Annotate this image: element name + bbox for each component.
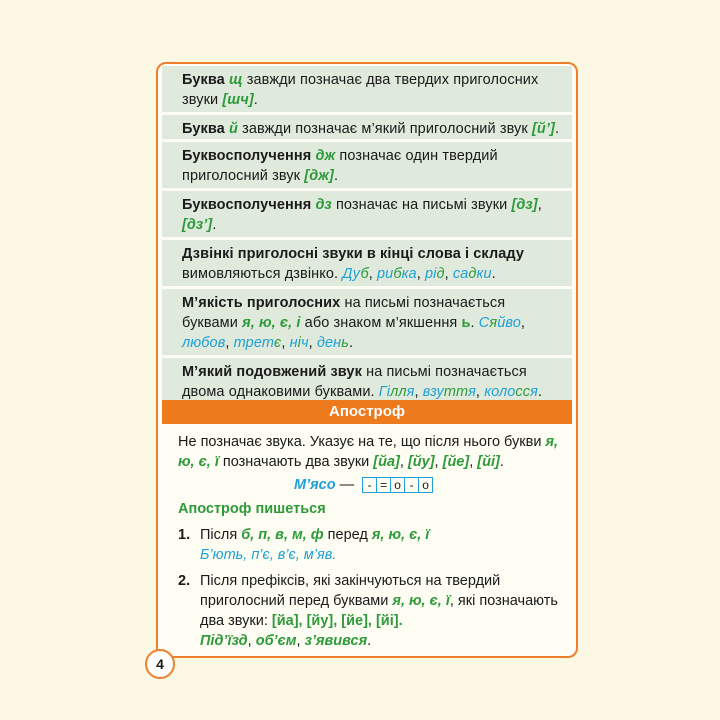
item-number: 1. <box>178 527 191 543</box>
sound-transcription: [йе] <box>442 454 470 470</box>
rule-text: на письмі позначається двома однаковими буквами. <box>182 364 527 400</box>
rule-heading: М’який подовжений звук <box>182 364 362 380</box>
letter-example: й <box>228 121 238 137</box>
example-word: рід <box>424 266 445 282</box>
scheme-cell: o <box>391 478 405 492</box>
sound-transcription: [дж] <box>304 168 334 184</box>
rule-lengthened: М’який подовжений звук на письмі позначається двома однаковими буквами. Гілля, взуття, колосся. <box>162 358 572 402</box>
example-word: Гілля <box>378 384 415 400</box>
example-word: з’явився <box>304 633 368 649</box>
letter-combination: дж <box>315 148 336 164</box>
rule-heading: М’якість приголосних <box>182 295 341 311</box>
item-number: 2. <box>178 573 191 589</box>
scheme-cell: o <box>422 478 429 493</box>
example-word: об’єм <box>255 633 297 649</box>
example-word: Сяйво <box>478 315 521 331</box>
punct: , <box>537 197 542 213</box>
page-number: 4 <box>145 649 175 679</box>
scheme-cell: - <box>405 478 419 492</box>
rule-dz <box>162 191 572 237</box>
sound-transcription: [дз] <box>511 197 538 213</box>
example-word: день <box>316 335 349 351</box>
example-word: садки <box>452 266 492 282</box>
rule-text: позначає на письмі звуки <box>331 197 512 213</box>
apostrophe-intro: Не позначає звука. Указує на те, що після нього букви я, ю, є, ї позначають два звуки [йа], [йу], [йе], [йі]. <box>178 434 559 470</box>
letter-example: я, ю, є, і <box>242 315 301 331</box>
rule-heading: Дзвінкі приголосні звуки в кінці слова і складу <box>182 246 525 262</box>
rule-softness: М’якість приголосних на письмі позначається буквами я, ю, є, і або знаком м’якшення ь. Сяйво, любов, третє, ніч, день. <box>162 289 572 355</box>
sound-transcription: [йа] <box>373 454 400 470</box>
rule-text: завжди позначає два твердих приголосних звуки <box>182 72 539 108</box>
sound-transcription: [шч] <box>222 92 254 108</box>
content-frame <box>156 62 578 658</box>
letter-example: щ <box>228 72 243 88</box>
example-word: рибка <box>376 266 417 282</box>
punct: . <box>554 121 560 137</box>
letter-example: я, ю, є, ї <box>371 527 430 543</box>
scheme-cell: - <box>363 478 377 492</box>
section-header-apostrophe: Апостроф <box>162 400 572 424</box>
list-item: Після б, п, в, м, ф перед я, ю, є, ї Б’ють, п’є, в’є, м’яв. <box>200 527 430 563</box>
sound-transcription: [йа], [йу], [йе], [йі]. <box>271 613 403 629</box>
example-word: Дуб <box>342 266 369 282</box>
scheme-cell: = <box>377 478 391 492</box>
rule-text: позначає один твердий приголосний звук <box>182 148 498 184</box>
punct: . <box>333 168 339 184</box>
rule-yi <box>162 115 572 139</box>
rule-text: Буква <box>182 121 229 137</box>
rule-text: Буквосполучення <box>182 148 316 164</box>
example-word: взуття <box>422 384 476 400</box>
rule-dzh <box>162 142 572 188</box>
punct: . <box>212 217 217 233</box>
letter-example: я, ю, є, ї <box>178 434 559 470</box>
example-word: колосся <box>484 384 538 400</box>
sound-transcription: [й’] <box>531 121 555 137</box>
punct: . <box>253 92 258 108</box>
rule-text: Буквосполучення <box>182 197 316 213</box>
example-words: Б’ють, п’є, в’є, м’яв. <box>200 547 337 563</box>
example-scheme: М’ясо — - = o - o <box>294 477 433 493</box>
example-word: Під’їзд <box>200 633 248 649</box>
sound-transcription: [дз’] <box>182 217 213 233</box>
rule-voiced: Дзвінкі приголосні звуки в кінці слова і складу вимовляються дзвінко. Дуб, рибка, рід, садки. <box>162 240 572 286</box>
sound-transcription: [йі] <box>477 454 500 470</box>
rule-text: на письмі позначається буквами <box>182 295 506 331</box>
letter-example: я, ю, є, ї <box>392 593 450 609</box>
rule-text: Буква <box>182 72 229 88</box>
example-word: ніч <box>289 335 309 351</box>
letter-example: б, п, в, м, ф <box>241 527 324 543</box>
example-word: третє <box>233 335 282 351</box>
subheading: Апостроф пишеться <box>178 501 326 517</box>
list-item: Після префіксів, які закінчуються на твердий приголосний перед буквами я, ю, є, ї, які позначають два звуки: [йа], [йу], [йе], [йі]. Під’їзд, об’єм, з’явився. <box>200 573 558 649</box>
rule-shch <box>162 66 572 112</box>
sound-scheme <box>362 477 433 493</box>
example-word: М’ясо <box>294 477 336 493</box>
sound-transcription: [йу] <box>407 454 435 470</box>
rule-text: або знаком м’якшення <box>300 315 462 331</box>
rule-text: вимовляються дзвінко. <box>182 266 343 282</box>
soft-sign: ь <box>461 315 471 331</box>
letter-combination: дз <box>315 197 332 213</box>
rule-text: завжди позначає м’який приголосний звук <box>237 121 532 137</box>
example-word: любов <box>182 335 226 351</box>
